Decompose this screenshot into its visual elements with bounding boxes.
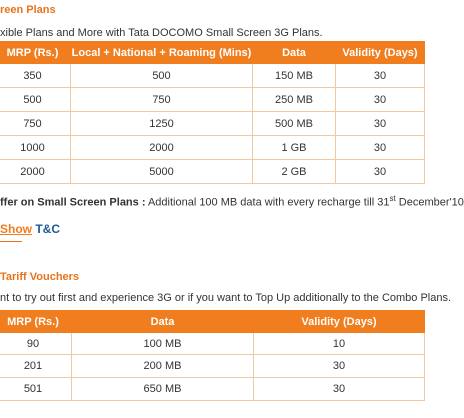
cell-mrp: 1000	[0, 136, 71, 160]
col-header-data: Data	[72, 311, 254, 333]
show-tc-link[interactable]: Show	[0, 222, 32, 236]
cell-data: 200 MB	[72, 355, 254, 378]
offer-text-end: December'10	[395, 196, 464, 209]
cell-mrp: 350	[0, 64, 71, 88]
table-row	[0, 112, 425, 136]
cell-validity: 30	[336, 64, 425, 88]
col-header-validity: Validity (Days)	[254, 311, 425, 333]
cell-mrp: 2000	[0, 160, 71, 184]
col-header-mrp: MRP (Rs.)	[0, 311, 72, 333]
cell-mrp: 501	[0, 378, 72, 401]
table-row	[0, 88, 425, 112]
cell-validity: 30	[336, 88, 425, 112]
cell-mrp: 90	[0, 333, 72, 355]
offer-label: ffer on Small Screen Plans :	[0, 196, 146, 209]
col-header-validity: Validity (Days)	[336, 42, 425, 64]
offer-note	[0, 194, 464, 209]
table-row	[0, 355, 425, 378]
table-row	[0, 378, 425, 401]
table-row	[0, 160, 425, 184]
cell-data: 250 MB	[253, 88, 336, 112]
table-row	[0, 136, 425, 160]
combo-plans-table	[0, 41, 425, 184]
tc-line	[0, 222, 60, 236]
cell-validity: 30	[254, 378, 425, 401]
cell-minutes: 750	[71, 88, 253, 112]
combo-plans-heading: reen Plans	[0, 4, 56, 16]
table-row	[0, 64, 425, 88]
cell-mrp: 750	[0, 112, 71, 136]
cell-data: 2 GB	[253, 160, 336, 184]
col-header-minutes: Local + National + Roaming (Mins)	[71, 42, 253, 64]
cell-data: 650 MB	[72, 378, 254, 401]
tariff-vouchers-intro: nt to try out first and experience 3G or if you want to Top Up additionally to the Combo Plans.	[0, 292, 452, 304]
cell-data: 500 MB	[253, 112, 336, 136]
cell-validity: 30	[336, 136, 425, 160]
tariff-vouchers-table	[0, 310, 425, 401]
cell-validity: 30	[336, 112, 425, 136]
cell-minutes: 2000	[71, 136, 253, 160]
cell-validity: 10	[254, 333, 425, 355]
tc-label: T&C	[35, 222, 61, 236]
col-header-mrp: MRP (Rs.)	[0, 42, 71, 64]
cell-minutes: 5000	[71, 160, 253, 184]
cell-minutes: 500	[71, 64, 253, 88]
col-header-data: Data	[253, 42, 336, 64]
combo-plans-intro: xible Plans and More with Tata DOCOMO Small Screen 3G Plans.	[0, 27, 323, 39]
cell-mrp: 201	[0, 355, 72, 378]
table-row	[0, 333, 425, 355]
offer-text: Additional 100 MB data with every recharge till 31	[145, 196, 390, 209]
offer-date-suffix: st	[389, 194, 396, 203]
tariff-vouchers-heading: Tariff Vouchers	[0, 271, 80, 283]
cell-mrp: 500	[0, 88, 71, 112]
cell-data: 150 MB	[253, 64, 336, 88]
divider	[0, 241, 22, 242]
cell-minutes: 1250	[71, 112, 253, 136]
cell-data: 100 MB	[72, 333, 254, 355]
cell-validity: 30	[336, 160, 425, 184]
cell-data: 1 GB	[253, 136, 336, 160]
cell-validity: 30	[254, 355, 425, 378]
